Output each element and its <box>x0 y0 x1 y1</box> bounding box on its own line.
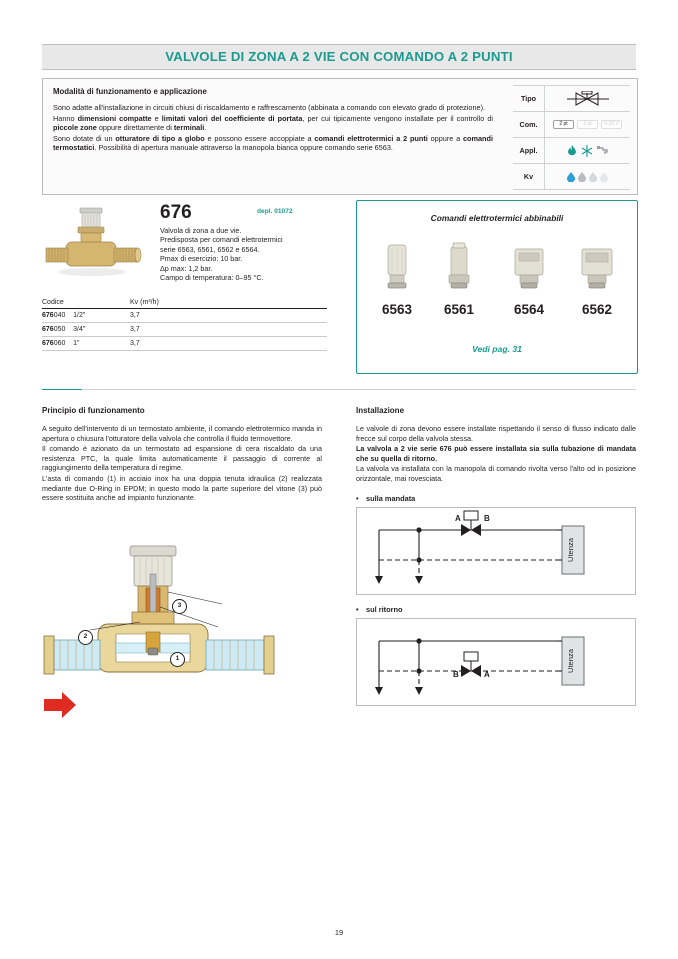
svg-text:Utenza: Utenza <box>566 648 575 673</box>
installation-diagram-ritorno <box>356 618 636 706</box>
principle-paragraph-1: A seguito dell'intervento di un termostato ambiente, il comando elettrotermico manda in apertura o chiusura l'otturatore della valvola che controlla il fluido termovettore. <box>42 424 322 443</box>
actuator-6564-icon <box>507 241 551 293</box>
code-suffix: 050 <box>53 326 66 333</box>
tap-water-icon <box>596 144 609 158</box>
actuators-panel-title: Comandi elettrotermici abbinabili <box>430 213 564 223</box>
code-table-header-kv: Kv (m³/h) <box>130 299 159 306</box>
actuator-6564-code: 6564 <box>513 302 545 317</box>
table-row <box>42 309 327 323</box>
code-cell <box>42 340 130 347</box>
intro-paragraph-2: Hanno dimensioni compatte e limitati valori del coefficiente di portata, per cui tipicamente vengono installate per il controllo di piccole zone oppure direttamente di terminali. <box>53 113 494 133</box>
page-title-band <box>42 44 636 70</box>
product-description: Valvola di zona a due vie. Predisposta per comandi elettrotermici serie 6563, 6561, 6562 e 6564. Pmax di esercizio: 10 bar. Δp max: 1,2 bar. Campo di temperatura: 0–95 °C. <box>160 226 283 283</box>
diagram-1-caption: • sulla mandata <box>366 494 636 503</box>
product-leaflet-ref: depl. 01072 <box>257 208 293 215</box>
spec-row-tipo <box>513 85 630 112</box>
principle-paragraph-2: Il comando è azionato da un termostato ad espansione di cera riscaldato da una resistenza PTC, la quale limita automaticamente il passaggio di corrente al raggiungimento della temperatura di regime. <box>42 444 322 473</box>
kv-cell: 3,7 <box>130 312 140 319</box>
callout-1: 1 <box>170 652 185 667</box>
actuator-6561-icon <box>442 241 476 293</box>
actuator-6561 <box>429 241 489 317</box>
page-title: VALVOLE DI ZONA A 2 VIE CON COMANDO A 2 PUNTI <box>165 49 513 64</box>
spec-table <box>513 85 630 190</box>
spec-row-kv <box>513 164 630 190</box>
see-page-link[interactable]: Vedi pag. 31 <box>472 344 522 354</box>
two-way-valve-icon <box>566 91 610 107</box>
intro-paragraph-3: Sono dotate di un otturatore di tipo a globo e possono essere accoppiate a comandi elettrotermici a 2 punti oppure a comandi termostatici. Possibilità di apertura manuale attraverso la manopola bianca oppure comando serie 6563. <box>53 133 493 153</box>
actuator-6562 <box>567 241 627 317</box>
com-pill-3pt: 3 pt <box>577 120 598 129</box>
intro-heading: Modalità di funzionamento e applicazione <box>53 87 207 96</box>
intro-panel <box>42 78 638 195</box>
water-drop-icon-4 <box>600 172 608 182</box>
size-cell: 3/4" <box>73 326 86 333</box>
actuator-6562-icon <box>575 241 619 293</box>
actuator-6562-code: 6562 <box>581 302 613 317</box>
svg-text:B: B <box>453 669 459 679</box>
diagram-ritorno-svg <box>357 619 635 705</box>
page-number: 19 <box>334 928 344 937</box>
svg-text:Utenza: Utenza <box>566 537 575 562</box>
kv-cell: 3,7 <box>130 340 140 347</box>
callout-2: 2 <box>78 630 93 645</box>
actuator-6561-code: 6561 <box>443 302 475 317</box>
spec-value-com <box>545 112 630 137</box>
size-cell: 1/2" <box>73 312 86 319</box>
size-cell: 1" <box>73 340 80 347</box>
spec-label-tipo: Tipo <box>513 86 545 111</box>
spec-value-appl <box>545 138 630 163</box>
product-code: 676 <box>160 202 192 223</box>
table-row <box>42 323 327 337</box>
com-pill-2pt: 2 pt <box>553 120 574 129</box>
principle-title: Principio di funzionamento <box>42 406 145 415</box>
flow-direction-arrow <box>44 692 76 718</box>
actuator-6563 <box>367 241 427 317</box>
code-suffix: 040 <box>53 312 66 319</box>
spec-row-appl <box>513 138 630 164</box>
actuator-6564 <box>499 241 559 317</box>
kv-cell: 3,7 <box>130 326 140 333</box>
product-code-table <box>42 299 327 351</box>
com-pill-0-10v: 0-10 V <box>601 120 622 129</box>
installation-title: Installazione <box>356 406 405 415</box>
code-cell <box>42 326 130 333</box>
spec-value-tipo <box>545 86 630 111</box>
callout-3: 3 <box>172 599 187 614</box>
spec-value-kv <box>545 164 630 189</box>
code-prefix: 676 <box>42 340 54 347</box>
water-drop-icon-3 <box>589 172 597 182</box>
installation-body <box>356 424 636 484</box>
intro-paragraph-1: Sono adatte all'installazione in circuiti chiusi di riscaldamento e raffrescamento (abbinata a comando con elevato grado di protezione). <box>53 103 486 112</box>
spec-label-appl: Appl. <box>513 138 545 163</box>
installation-paragraph-2: La valvola a 2 vie serie 676 può essere installata sia sulla tubazione di mandata che su quella di ritorno. <box>356 444 636 463</box>
code-table-header-codice: Codice <box>42 299 64 306</box>
svg-text:A: A <box>484 669 490 679</box>
actuator-6563-code: 6563 <box>381 302 413 317</box>
water-drop-icon-1 <box>567 172 575 182</box>
code-cell <box>42 312 130 319</box>
heating-flame-icon <box>566 144 578 158</box>
code-prefix: 676 <box>42 326 54 333</box>
section-divider <box>42 389 636 390</box>
installation-paragraph-3: La valvola va installata con la manopola di comando rivolta verso l'alto od in posizione orizzontale, mai rovesciata. <box>356 464 636 483</box>
installation-column <box>356 406 636 706</box>
code-table-header <box>42 299 327 309</box>
spec-label-kv: Kv <box>513 164 545 189</box>
code-prefix: 676 <box>42 312 54 319</box>
principle-column <box>42 406 322 504</box>
actuator-6563-icon <box>380 241 414 293</box>
diagram-2-caption: • sul ritorno <box>366 605 636 614</box>
code-suffix: 060 <box>53 340 66 347</box>
principle-body <box>42 424 322 503</box>
diagram-mandata-svg <box>357 508 635 594</box>
principle-paragraph-3: L'asta di comando (1) in acciaio inox ha una doppia tenuta idraulica (2) realizzata mediante due O-Ring in EPDM; in questo modo la parte superiore del vitone (3) può essere sostituita anche ad impianto funzionante. <box>42 473 322 503</box>
spec-row-com <box>513 112 630 138</box>
svg-text:A: A <box>455 513 461 523</box>
installation-paragraph-1: Le valvole di zona devono essere installate rispettando il senso di flusso indicato dalle frecce sul corpo della valvola stessa. <box>356 424 636 443</box>
snowflake-icon <box>581 144 593 158</box>
installation-diagram-mandata <box>356 507 636 595</box>
water-drop-icon-2 <box>578 172 586 182</box>
compatible-actuators-panel <box>356 200 638 374</box>
spec-label-com: Com. <box>513 112 545 137</box>
svg-text:B: B <box>484 513 490 523</box>
table-row <box>42 337 327 351</box>
